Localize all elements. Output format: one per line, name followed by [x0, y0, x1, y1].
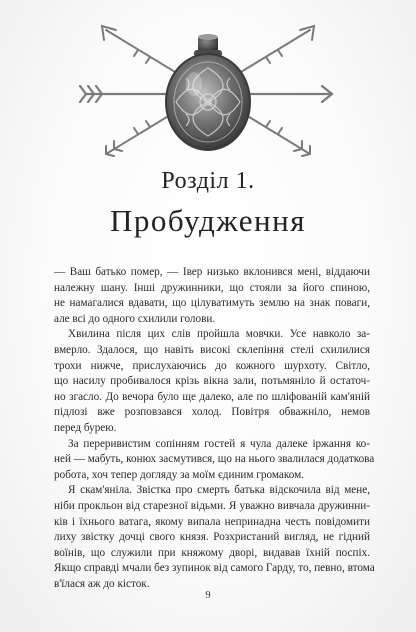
chapter-body [54, 265, 375, 592]
ornament-arrows-vial-icon [78, 22, 338, 162]
text-line: підлозі вже розповзався холод. Повітря обважніло, немов [54, 406, 370, 419]
text-line: воїнів, що служили при княжому дворі, видавав їхній поспіх. [54, 546, 370, 559]
text-line: Я скам'яніла. Звістка про смерть батька відскочила від мене, [68, 484, 370, 497]
text-line: трохи нижче, прислухаючись до кожного шурхоту. Світло, [54, 359, 370, 372]
text-line: робота, хоч тепер догляду за моїм єдиним громаком. [54, 468, 304, 481]
text-line: не намагалися вдавати, що цілуватимуть землю на знак поваги, [54, 297, 370, 310]
text-line: — Ваш батько помер, — Івер низько вклонився мені, віддаючи [54, 266, 370, 278]
text-line: лиху звістку дочці свого князя. Розхристаний вигляд, не гідний [54, 531, 370, 544]
text-line: ків і їхнього ватага, якому випала непринадна честь повідомити [54, 515, 370, 528]
text-line: За переривистим сопінням гостей я чула далеке іржання ко- [68, 437, 370, 450]
text-line: ней — мабуть, конюх засмутився, що на нього звалилася додаткова [54, 453, 375, 466]
page-number: 9 [205, 590, 211, 601]
text-line: належну шану. Інші дружинники, що стояли за його спиною, [54, 281, 370, 294]
text-line: перед бурею. [54, 421, 117, 434]
text-line: ніби прокльон від старезної відьми. Я уважно вивчала дружинни- [54, 499, 370, 512]
chapter-label: Розділ 1. [161, 168, 255, 194]
text-line: Якщо справді мчали без зупинок від самого Гарду, то, певно, втома [54, 562, 375, 575]
text-line: но згасло. До вечора було ще далеко, але по шліфованій кам'яній [54, 390, 370, 403]
text-line: але всі до одного схилили голови. [54, 312, 216, 325]
text-line: що насилу пробивалося крізь вікна зали, потьмяніло й остаточ- [54, 375, 370, 388]
text-line: вмерло. Здалося, що навіть високі склепіння стелі схилилися [54, 343, 370, 356]
chapter-title: Пробудження [109, 203, 306, 238]
text-line: в'їлася аж до кісток. [54, 577, 150, 590]
text-line: Хвилина після цих слів пройшла мовчки. Усе навколо за- [68, 328, 370, 341]
